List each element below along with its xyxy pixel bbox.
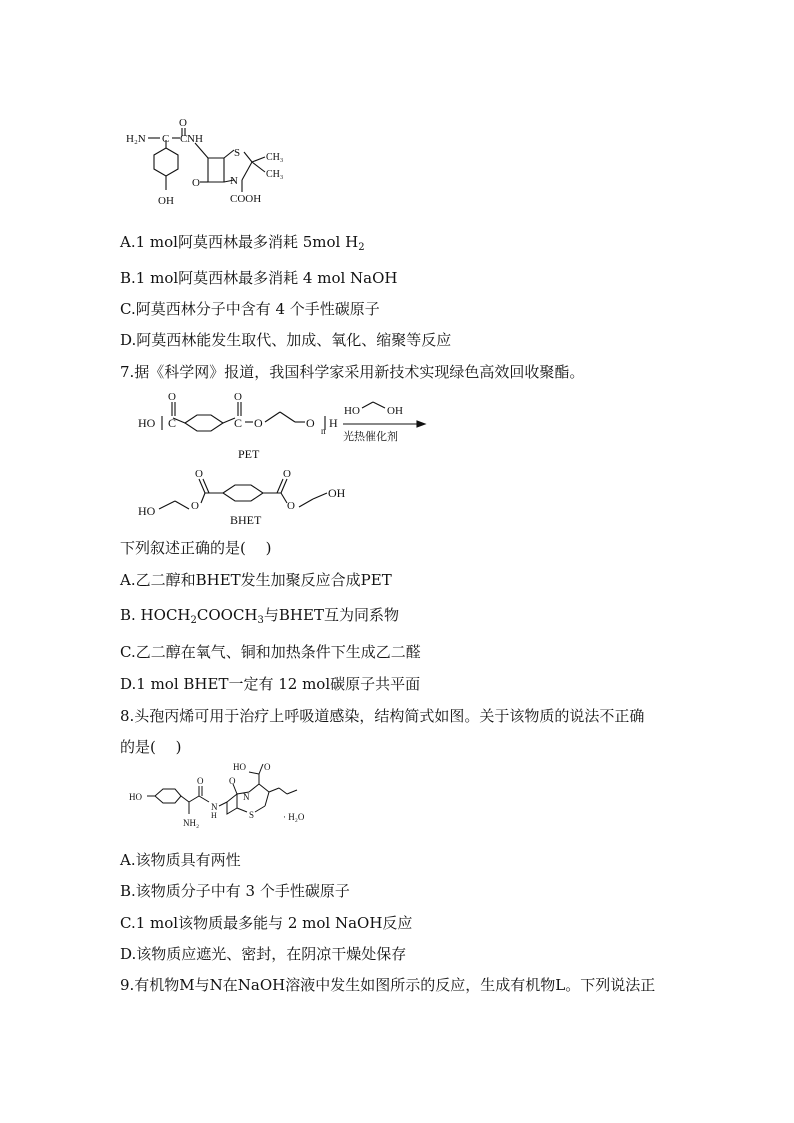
svg-text:HO: HO bbox=[344, 405, 360, 417]
amoxicillin-structure bbox=[120, 110, 300, 215]
q6-option-a: A.1 mol阿莫西林最多消耗 5mol $H_2$ bbox=[120, 233, 365, 253]
q8-option-b: B.该物质分子中有 3 个手性碳原子 bbox=[120, 882, 350, 900]
q8-stem-line1: 8.头孢丙烯可用于治疗上呼吸道感染，结构简式如图。关于该物质的说法不正确 bbox=[120, 707, 645, 725]
q7-option-a: A.乙二醇和BHET发生加聚反应合成PET bbox=[120, 571, 392, 589]
cef-s-label: S bbox=[249, 810, 255, 820]
amox-o-label: O bbox=[179, 117, 187, 129]
q6-option-b: B.1 mol阿莫西林最多消耗 4 mol NaOH bbox=[120, 269, 398, 287]
cef-nh-label: N bbox=[211, 802, 218, 812]
bhet-ho-label: HO bbox=[138, 504, 156, 518]
cefprozil-structure bbox=[125, 762, 325, 847]
svg-text:C: C bbox=[234, 416, 243, 430]
pet-condition-label: 光热催化剂 bbox=[343, 431, 398, 443]
amox-nh-label: NH bbox=[187, 133, 203, 145]
cef-acid-ho-label: HO bbox=[233, 762, 246, 772]
q8-option-c: C.1 mol该物质最多能与 2 mol NaOH反应 bbox=[120, 914, 413, 932]
pet-o-label: O bbox=[254, 416, 263, 430]
svg-text:O: O bbox=[192, 177, 200, 189]
svg-text:O: O bbox=[287, 500, 295, 512]
svg-text:C: C bbox=[168, 416, 177, 430]
bhet-label: BHET bbox=[230, 513, 262, 527]
bhet-oh-label: OH bbox=[328, 486, 346, 500]
cef-nh2-label: NH₂ bbox=[183, 818, 200, 828]
amox-cooh-label: COOH bbox=[230, 193, 262, 205]
amox-n-label: N bbox=[230, 175, 238, 187]
svg-text:O: O bbox=[229, 776, 236, 786]
bhet-structure bbox=[135, 465, 375, 535]
svg-text:O: O bbox=[195, 468, 203, 480]
svg-text:O: O bbox=[168, 391, 176, 403]
cef-o-label: O bbox=[197, 776, 204, 786]
amox-oh-label: OH bbox=[158, 195, 174, 207]
pet-n-label: n bbox=[321, 426, 326, 436]
svg-text:C: C bbox=[180, 133, 188, 145]
q7-option-b: B. $HOCH_2COOCH_3$与BHET互为同系物 bbox=[120, 606, 399, 626]
bhet-o-label: O bbox=[191, 500, 199, 512]
amox-s-label: S bbox=[234, 147, 241, 159]
svg-text:O: O bbox=[234, 391, 242, 403]
pet-ho-label: HO bbox=[138, 416, 156, 430]
q8-option-a: A.该物质具有两性 bbox=[120, 851, 241, 869]
cef-n-label: N bbox=[243, 792, 250, 802]
cef-ho-label: HO bbox=[129, 792, 142, 802]
svg-text:OH: OH bbox=[387, 405, 403, 417]
q7-prompt: 下列叙述正确的是( ) bbox=[120, 539, 272, 557]
q7-option-c: C.乙二醇在氧气、铜和加热条件下生成乙二醛 bbox=[120, 643, 421, 661]
cef-h-label: H bbox=[211, 811, 217, 820]
cef-h2o-label: · H₂O bbox=[283, 812, 305, 822]
q8-stem-line2: 的是( ) bbox=[120, 738, 182, 756]
svg-text:C: C bbox=[162, 133, 170, 145]
q6-option-d: D.阿莫西林能发生取代、加成、氧化、缩聚等反应 bbox=[120, 331, 452, 349]
amox-h2n-label: H₂N bbox=[126, 133, 146, 145]
q7-option-d: D.1 mol BHET一定有 12 mol碳原子共平面 bbox=[120, 675, 421, 693]
q6-option-c: C.阿莫西林分子中含有 4 个手性碳原子 bbox=[120, 300, 380, 318]
q7-stem: 7.据《科学网》报道，我国科学家采用新技术实现绿色高效回收聚酯。 bbox=[120, 363, 585, 381]
q9-stem: 9.有机物M与N在NaOH溶液中发生如图所示的反应，生成有机物L。下列说法正 bbox=[120, 976, 656, 994]
pet-label: PET bbox=[238, 447, 260, 461]
amox-ch3a-label: CH₃ bbox=[266, 152, 284, 163]
svg-text:O: O bbox=[306, 416, 315, 430]
q8-option-d: D.该物质应遮光、密封，在阴凉干燥处保存 bbox=[120, 945, 407, 963]
amox-ch3b-label: CH₃ bbox=[266, 169, 284, 180]
pet-reaction-scheme bbox=[135, 390, 435, 465]
svg-text:O: O bbox=[283, 468, 291, 480]
svg-text:O: O bbox=[264, 762, 271, 772]
pet-h-label: H bbox=[329, 416, 338, 430]
